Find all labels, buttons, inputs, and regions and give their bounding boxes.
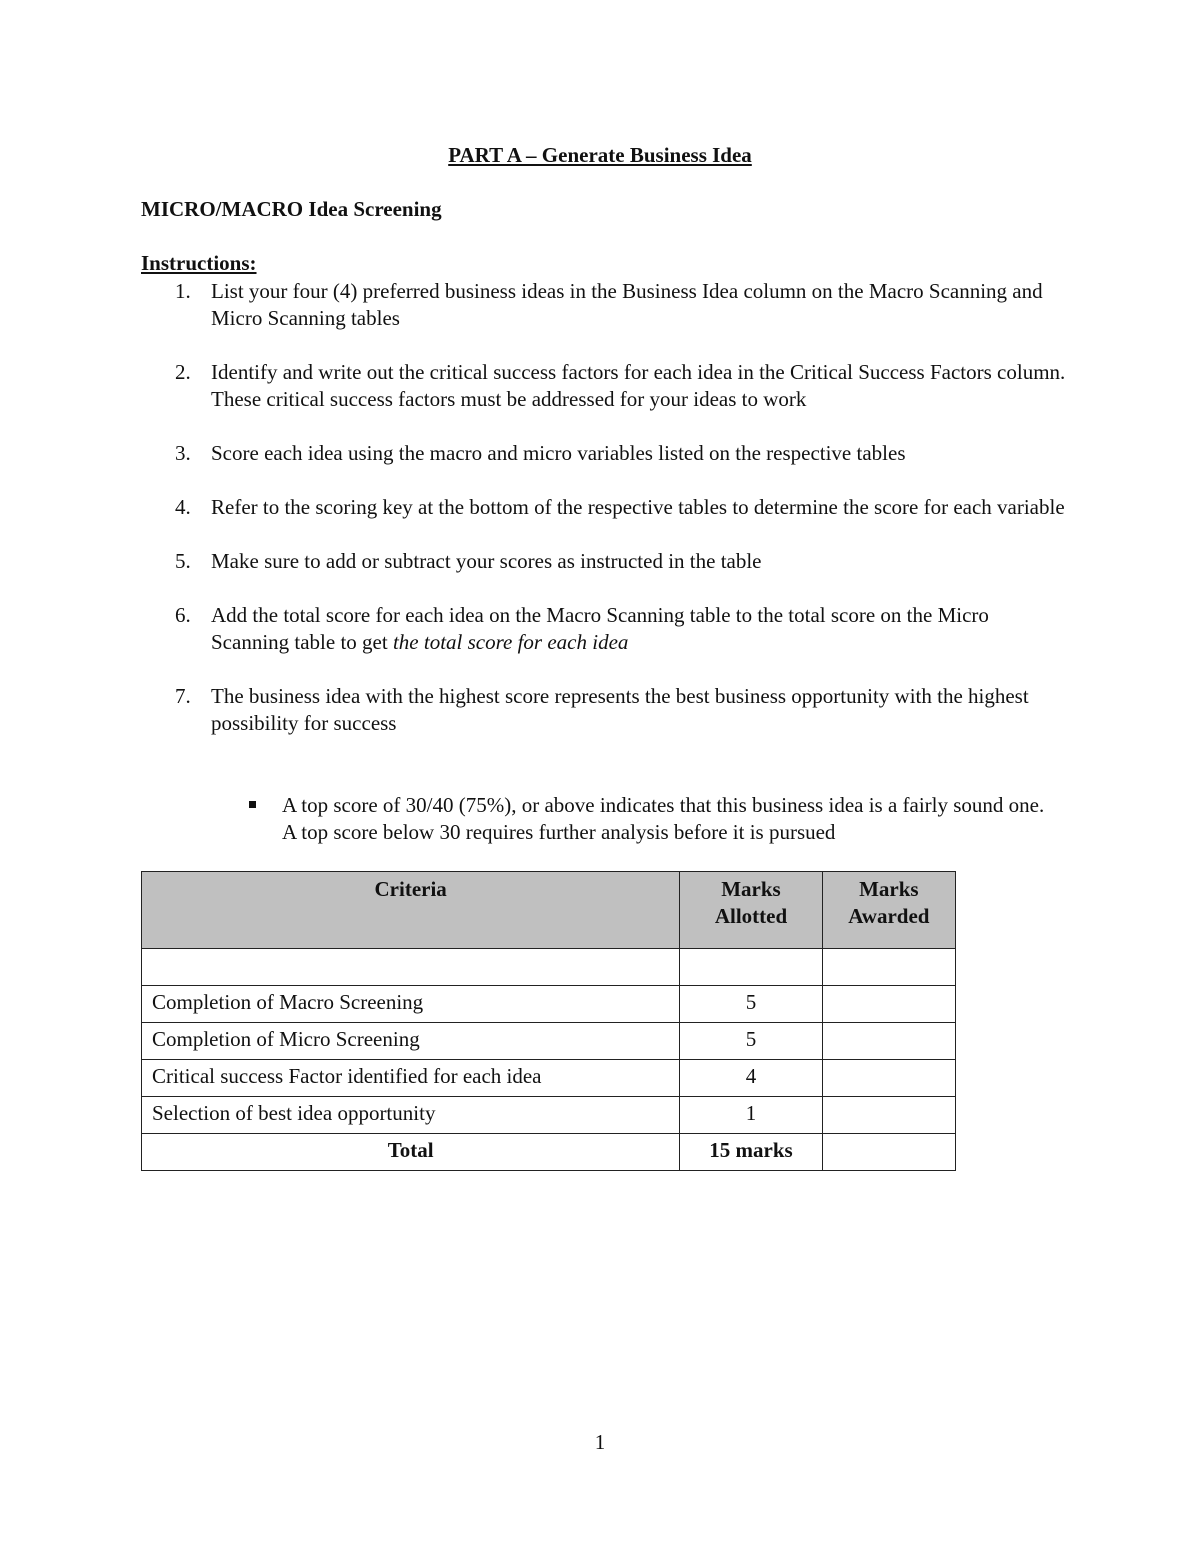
instruction-number: 4.: [175, 495, 191, 519]
score-note-text: A top score of 30/40 (75%), or above indicates that this business idea is a fairly sound one. A top score below 30 requires further analysis before it is pursued: [282, 793, 1045, 844]
awarded-cell[interactable]: [822, 986, 955, 1023]
header-marks-awarded: Marks Awarded: [822, 872, 955, 949]
instructions-heading: Instructions:: [141, 251, 257, 275]
instruction-number: 5.: [175, 549, 191, 573]
instruction-text: Refer to the scoring key at the bottom of the respective tables to determine the score for each variable: [211, 495, 1065, 519]
instruction-number: 6.: [175, 603, 191, 627]
table-row: [142, 1023, 956, 1060]
header-marks-allotted: Marks Allotted: [680, 872, 822, 949]
total-awarded-cell[interactable]: [822, 1134, 955, 1171]
allotted-cell: [680, 949, 822, 986]
marking-rubric-table: [141, 871, 956, 1171]
score-note: [282, 792, 1062, 846]
instruction-item: [141, 494, 1071, 521]
page-number: 1: [594, 1430, 606, 1454]
table-row: [142, 1060, 956, 1097]
awarded-cell[interactable]: [822, 949, 955, 986]
allotted-cell: 5: [680, 986, 822, 1023]
instruction-text: The business idea with the highest score represents the best business opportunity with the highest possibility for success: [211, 684, 1029, 735]
instruction-item: [141, 602, 1071, 656]
instruction-number: 3.: [175, 441, 191, 465]
section-subtitle: MICRO/MACRO Idea Screening: [141, 197, 442, 221]
instruction-item: [141, 683, 1071, 737]
table-header-row: [142, 872, 956, 949]
instruction-number: 2.: [175, 360, 191, 384]
table-row: [142, 1097, 956, 1134]
allotted-cell: 5: [680, 1023, 822, 1060]
criteria-cell: Critical success Factor identified for each idea: [142, 1060, 680, 1097]
header-criteria: Criteria: [142, 872, 680, 949]
square-bullet-icon: [249, 801, 256, 808]
table-row: [142, 949, 956, 986]
table-total-row: [142, 1134, 956, 1171]
criteria-cell: [142, 949, 680, 986]
instructions-list: [141, 278, 1071, 764]
instruction-item: [141, 548, 1071, 575]
instruction-text: List your four (4) preferred business ideas in the Business Idea column on the Macro Scanning and Micro Scanning tables: [211, 279, 1043, 330]
instruction-text: Add the total score for each idea on the Macro Scanning table to the total score on the Micro Scanning table to get: [211, 603, 989, 654]
criteria-cell: Completion of Micro Screening: [142, 1023, 680, 1060]
instruction-number: 1.: [175, 279, 191, 303]
awarded-cell[interactable]: [822, 1097, 955, 1134]
table-row: [142, 986, 956, 1023]
instruction-emphasis: the total score for each idea: [392, 630, 629, 654]
criteria-cell: Selection of best idea opportunity: [142, 1097, 680, 1134]
total-label-cell: Total: [142, 1134, 680, 1171]
awarded-cell[interactable]: [822, 1023, 955, 1060]
instruction-number: 7.: [175, 684, 191, 708]
awarded-cell[interactable]: [822, 1060, 955, 1097]
instruction-item: [141, 440, 1071, 467]
instruction-text: Identify and write out the critical success factors for each idea in the Critical Success Factors column. These critical success factors must be addressed for your ideas to work: [211, 360, 1066, 411]
allotted-cell: 1: [680, 1097, 822, 1134]
allotted-cell: 4: [680, 1060, 822, 1097]
instruction-text: Make sure to add or subtract your scores as instructed in the table: [211, 549, 762, 573]
instruction-text: Score each idea using the macro and micro variables listed on the respective tables: [211, 441, 906, 465]
criteria-cell: Completion of Macro Screening: [142, 986, 680, 1023]
total-allotted-cell: 15 marks: [680, 1134, 822, 1171]
page-title: PART A – Generate Business Idea: [448, 143, 752, 167]
instruction-item: [141, 359, 1071, 413]
instruction-item: [141, 278, 1071, 332]
